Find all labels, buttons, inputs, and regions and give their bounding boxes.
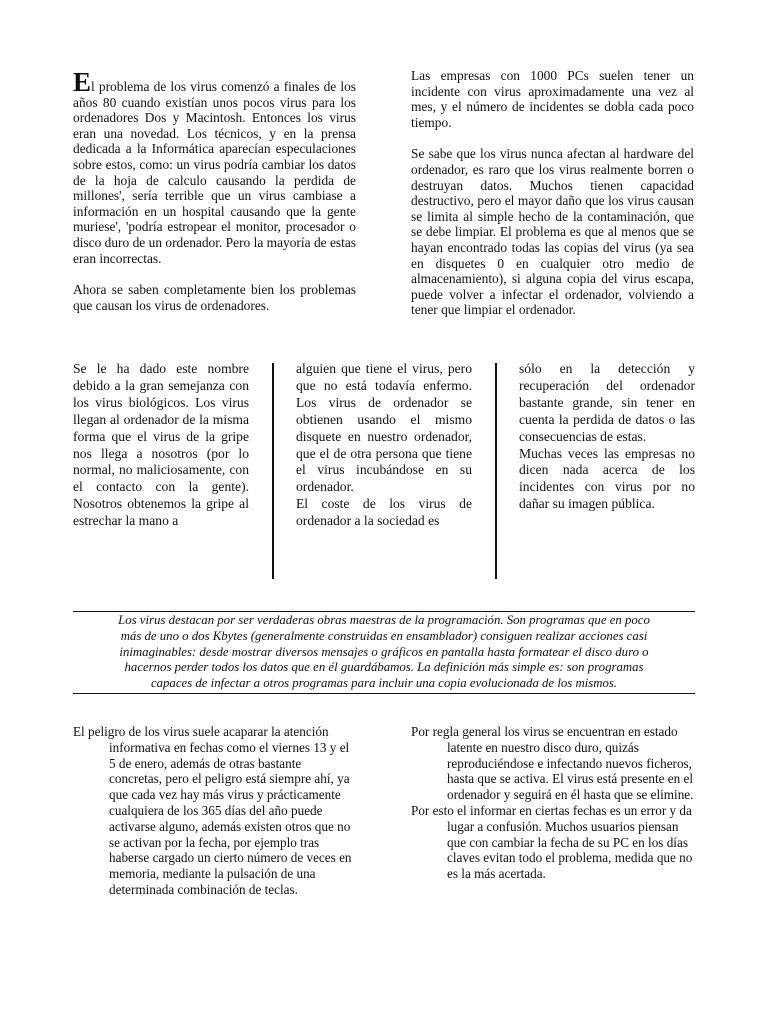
danger-paragraph: El peligro de los virus suele acaparar la atención informativa en fechas como el viernes 13 y el 5 de enero, además de otras bastante concretas, pero el peligro está siempre ahí, ya que cada vez hay más virus y prácticamente cualquiera de los 365 días del año puede activarse alguno, además existen otros que no se activan por la fecha, por ejemplo tras haberse cargado un cierto número de veces en memoria, mediante la pulsación de una determinada combinación de teclas. bbox=[73, 724, 352, 897]
top-left-column bbox=[73, 67, 356, 313]
confusion-paragraph: Por esto el informar en ciertas fechas es un error y da lugar a confusión. Muchos usuarios piensan que con cambiar la fecha de su PC en los días claves evitan todo el problema, medida que no es la más acertada. bbox=[411, 802, 693, 882]
problems-paragraph: Ahora se saben completamente bien los problemas que causan los virus de ordenadores. bbox=[73, 282, 356, 313]
drop-cap: E bbox=[73, 67, 92, 97]
hardware-paragraph: Se sabe que los virus nunca afectan al hardware del ordenador, es raro que los virus realmente borren o destruyan datos. Muchos tienen capacidad destructivo, pero el mayor daño que los virus causan se limita al simple hecho de la contaminación, que se debe limpiar. El problema es que al menos que se hayan encontrado todas las copias del virus (ya sea en disquetes 0 en cualquier otro medio de almacenamiento), si alguna copia del virus escapa, puede volver a infectar el ordenador, volviendo a tener que limpiar el ordenador. bbox=[411, 146, 694, 318]
column-divider bbox=[495, 363, 497, 579]
three-column-section bbox=[73, 361, 695, 579]
companies-paragraph: Las empresas con 1000 PCs suelen tener un incidente con virus aproximadamente una vez al mes, y el número de incidentes se dobla cada poco tiempo. bbox=[411, 68, 694, 130]
middle-column-3 bbox=[519, 361, 695, 513]
pull-quote bbox=[73, 611, 695, 694]
contagion-paragraph: alguien que tiene el virus, pero que no está todavía enfermo. Los virus de ordenador se obtienen usando el mismo disquete en nuestro ordenador, que el de otra persona que tiene el virus incubándose en su ordenador. bbox=[296, 361, 472, 495]
latent-paragraph: Por regla general los virus se encuentran en estado latente en nuestro disco duro, quizás reproduciéndose e infectando nuevos ficheros, hasta que se activa. El virus está presente en el ordenador y seguirá en él hasta que se elimine. bbox=[411, 724, 694, 803]
top-right-column bbox=[411, 68, 694, 318]
public-image-paragraph: Muchas veces las empresas no dicen nada acerca de los incidentes con virus por no dañar su imagen pública. bbox=[519, 445, 695, 512]
bottom-left-column bbox=[73, 724, 356, 898]
column-divider bbox=[272, 363, 274, 579]
recovery-paragraph: sólo en la detección y recuperación del ordenador bastante grande, sin tener en cuenta la perdida de datos o las consecuencias de estas. bbox=[519, 361, 695, 444]
intro-text: l problema de los virus comenzó a finales de los años 80 cuando existían unos pocos virus para los ordenadores Dos y Macintosh. Entonces los virus eran una novedad. Los técnicos, y en la prensa dedicada a la Informática aparecían especulaciones sobre estos, como: un virus podría cambiar los datos de la hoja de calculo causando la perdida de millones', sería terrible que un virus cambiase a información en un hospital causando que la gente muriese', 'podría estropear el monitor, procesador o disco duro de un ordenador. Pero la mayoría de estas eran incorrectas. bbox=[73, 79, 356, 266]
middle-column-1 bbox=[73, 361, 249, 530]
intro-paragraph bbox=[73, 67, 356, 266]
bottom-right-column bbox=[411, 724, 694, 882]
cost-paragraph: El coste de los virus de ordenador a la sociedad es bbox=[296, 496, 472, 529]
middle-column-2 bbox=[296, 361, 472, 530]
name-origin-paragraph: Se le ha dado este nombre debido a la gran semejanza con los virus biológicos. Los virus llegan al ordenador de la misma forma que el virus de la gripe nos llega a nosotros (por lo normal, no maliciosamente, con el contacto con la gente). Nosotros obtenemos la gripe al estrechar la mano a bbox=[73, 361, 249, 529]
pull-quote-text: Los virus destacan por ser verdaderas obras maestras de la programación. Son programas que en poco más de uno o dos Kbytes (generalmente construidas en ensamblador) consiguen realizar acciones casi inimaginables: desde mostrar diversos mensajes o gráficos en pantalla hasta formatear el disco duro o hacernos perder todos los datos que en él guardábamos. La definición más simple es: son programas capaces de infectar a otros programas para incluir una copia evolucionada de los mismos. bbox=[118, 613, 650, 691]
